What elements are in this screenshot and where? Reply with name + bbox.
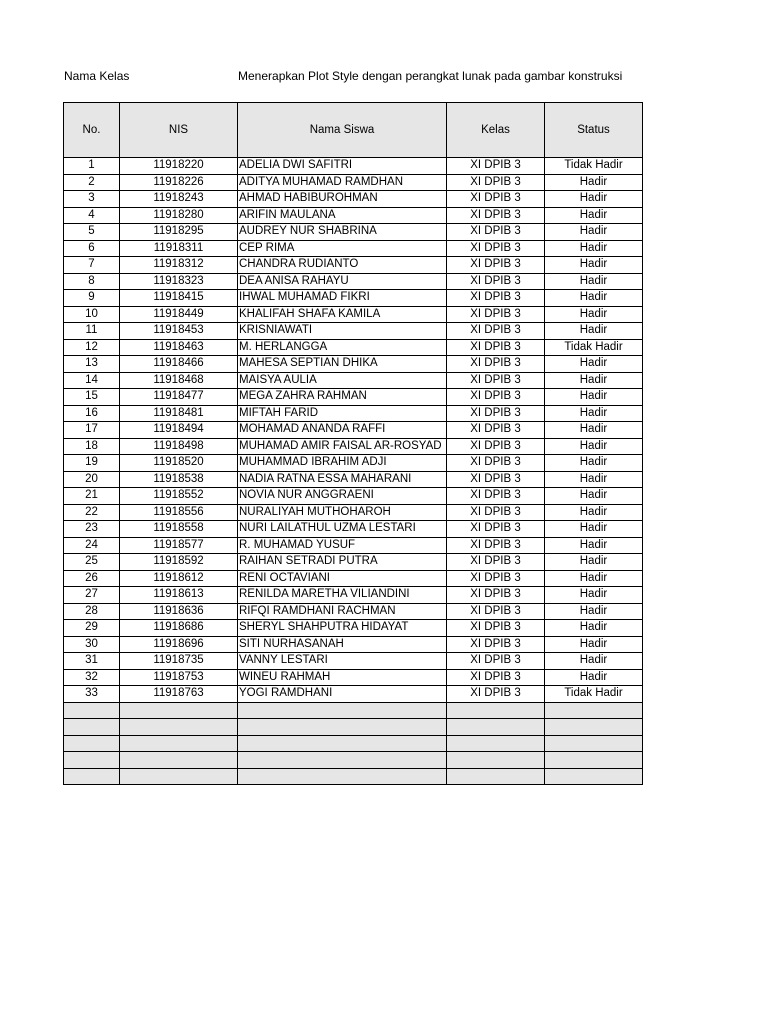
cell-name: MAHESA SEPTIAN DHIKA	[238, 356, 447, 373]
cell-name: KRISNIAWATI	[238, 323, 447, 340]
column-header-name: Nama Siswa	[238, 103, 447, 158]
cell-no: 9	[64, 290, 120, 307]
cell-status: Hadir	[545, 422, 643, 439]
empty-row	[64, 735, 643, 752]
empty-cell	[64, 719, 120, 736]
cell-nis: 11918415	[120, 290, 238, 307]
cell-no: 29	[64, 620, 120, 637]
cell-status: Hadir	[545, 257, 643, 274]
cell-name: WINEU RAHMAH	[238, 669, 447, 686]
cell-status: Hadir	[545, 372, 643, 389]
empty-row	[64, 719, 643, 736]
empty-cell	[238, 768, 447, 785]
cell-name: R. MUHAMAD YUSUF	[238, 537, 447, 554]
cell-nis: 11918686	[120, 620, 238, 637]
empty-cell	[64, 702, 120, 719]
cell-no: 27	[64, 587, 120, 604]
table-row	[64, 323, 643, 340]
cell-name: ARIFIN MAULANA	[238, 207, 447, 224]
cell-status: Hadir	[545, 537, 643, 554]
cell-no: 30	[64, 636, 120, 653]
cell-kelas: XI DPIB 3	[447, 257, 545, 274]
cell-status: Hadir	[545, 471, 643, 488]
cell-no: 4	[64, 207, 120, 224]
table-row	[64, 422, 643, 439]
table-row	[64, 257, 643, 274]
cell-nis: 11918312	[120, 257, 238, 274]
cell-nis: 11918481	[120, 405, 238, 422]
cell-name: AUDREY NUR SHABRINA	[238, 224, 447, 241]
cell-no: 20	[64, 471, 120, 488]
empty-cell	[120, 702, 238, 719]
cell-no: 17	[64, 422, 120, 439]
class-name-label: Nama Kelas	[64, 69, 130, 83]
cell-name: ADITYA MUHAMAD RAMDHAN	[238, 174, 447, 191]
cell-status: Hadir	[545, 273, 643, 290]
empty-row	[64, 702, 643, 719]
empty-cell	[545, 719, 643, 736]
cell-no: 11	[64, 323, 120, 340]
cell-name: DEA ANISA RAHAYU	[238, 273, 447, 290]
cell-status: Hadir	[545, 504, 643, 521]
cell-nis: 11918592	[120, 554, 238, 571]
cell-name: MUHAMMAD IBRAHIM ADJI	[238, 455, 447, 472]
table-row	[64, 504, 643, 521]
table-row	[64, 570, 643, 587]
cell-nis: 11918696	[120, 636, 238, 653]
cell-nis: 11918538	[120, 471, 238, 488]
cell-status: Hadir	[545, 488, 643, 505]
cell-nis: 11918498	[120, 438, 238, 455]
cell-nis: 11918556	[120, 504, 238, 521]
table-row	[64, 455, 643, 472]
cell-nis: 11918311	[120, 240, 238, 257]
cell-name: CHANDRA RUDIANTO	[238, 257, 447, 274]
cell-nis: 11918558	[120, 521, 238, 538]
cell-kelas: XI DPIB 3	[447, 438, 545, 455]
cell-kelas: XI DPIB 3	[447, 356, 545, 373]
table-row	[64, 620, 643, 637]
cell-no: 26	[64, 570, 120, 587]
cell-kelas: XI DPIB 3	[447, 686, 545, 703]
cell-no: 18	[64, 438, 120, 455]
empty-cell	[545, 752, 643, 769]
table-row	[64, 273, 643, 290]
cell-status: Hadir	[545, 603, 643, 620]
cell-name: MOHAMAD ANANDA RAFFI	[238, 422, 447, 439]
cell-name: NURALIYAH MUTHOHAROH	[238, 504, 447, 521]
cell-kelas: XI DPIB 3	[447, 488, 545, 505]
cell-kelas: XI DPIB 3	[447, 537, 545, 554]
cell-kelas: XI DPIB 3	[447, 405, 545, 422]
cell-no: 2	[64, 174, 120, 191]
table-row	[64, 224, 643, 241]
cell-no: 7	[64, 257, 120, 274]
cell-no: 12	[64, 339, 120, 356]
cell-no: 21	[64, 488, 120, 505]
cell-no: 13	[64, 356, 120, 373]
cell-nis: 11918636	[120, 603, 238, 620]
cell-status: Hadir	[545, 405, 643, 422]
cell-status: Hadir	[545, 653, 643, 670]
cell-status: Hadir	[545, 389, 643, 406]
cell-status: Hadir	[545, 669, 643, 686]
empty-cell	[447, 752, 545, 769]
table-header-row	[64, 103, 643, 158]
cell-no: 15	[64, 389, 120, 406]
empty-cell	[447, 719, 545, 736]
cell-kelas: XI DPIB 3	[447, 653, 545, 670]
cell-status: Hadir	[545, 587, 643, 604]
cell-status: Hadir	[545, 455, 643, 472]
table-row	[64, 686, 643, 703]
table-row	[64, 438, 643, 455]
cell-no: 10	[64, 306, 120, 323]
column-header-no: No.	[64, 103, 120, 158]
empty-cell	[120, 719, 238, 736]
cell-nis: 11918449	[120, 306, 238, 323]
cell-kelas: XI DPIB 3	[447, 240, 545, 257]
column-header-kelas: Kelas	[447, 103, 545, 158]
empty-cell	[238, 752, 447, 769]
cell-no: 23	[64, 521, 120, 538]
cell-nis: 11918323	[120, 273, 238, 290]
empty-row	[64, 752, 643, 769]
cell-kelas: XI DPIB 3	[447, 669, 545, 686]
table-row	[64, 191, 643, 208]
cell-status: Hadir	[545, 174, 643, 191]
cell-name: NOVIA NUR ANGGRAENI	[238, 488, 447, 505]
cell-kelas: XI DPIB 3	[447, 389, 545, 406]
cell-name: MAISYA AULIA	[238, 372, 447, 389]
cell-kelas: XI DPIB 3	[447, 455, 545, 472]
cell-status: Hadir	[545, 570, 643, 587]
cell-status: Hadir	[545, 636, 643, 653]
cell-name: RIFQI RAMDHANI RACHMAN	[238, 603, 447, 620]
cell-status: Hadir	[545, 323, 643, 340]
cell-kelas: XI DPIB 3	[447, 174, 545, 191]
cell-kelas: XI DPIB 3	[447, 521, 545, 538]
cell-nis: 11918763	[120, 686, 238, 703]
cell-no: 31	[64, 653, 120, 670]
table-row	[64, 389, 643, 406]
cell-nis: 11918295	[120, 224, 238, 241]
cell-kelas: XI DPIB 3	[447, 207, 545, 224]
empty-cell	[64, 752, 120, 769]
cell-name: M. HERLANGGA	[238, 339, 447, 356]
cell-kelas: XI DPIB 3	[447, 620, 545, 637]
cell-no: 16	[64, 405, 120, 422]
cell-no: 8	[64, 273, 120, 290]
table-row	[64, 653, 643, 670]
cell-no: 6	[64, 240, 120, 257]
cell-status: Hadir	[545, 191, 643, 208]
table-row	[64, 158, 643, 175]
cell-nis: 11918520	[120, 455, 238, 472]
cell-no: 33	[64, 686, 120, 703]
cell-nis: 11918220	[120, 158, 238, 175]
cell-kelas: XI DPIB 3	[447, 636, 545, 653]
cell-nis: 11918753	[120, 669, 238, 686]
cell-name: MUHAMAD AMIR FAISAL AR-ROSYAD	[238, 438, 447, 455]
cell-no: 28	[64, 603, 120, 620]
cell-name: RAIHAN SETRADI PUTRA	[238, 554, 447, 571]
cell-name: ADELIA DWI SAFITRI	[238, 158, 447, 175]
cell-kelas: XI DPIB 3	[447, 422, 545, 439]
cell-no: 22	[64, 504, 120, 521]
cell-name: NURI LAILATHUL UZMA LESTARI	[238, 521, 447, 538]
cell-kelas: XI DPIB 3	[447, 504, 545, 521]
cell-status: Hadir	[545, 224, 643, 241]
attendance-table	[63, 102, 643, 785]
table-row	[64, 521, 643, 538]
cell-nis: 11918280	[120, 207, 238, 224]
cell-kelas: XI DPIB 3	[447, 587, 545, 604]
cell-nis: 11918466	[120, 356, 238, 373]
table-row	[64, 636, 643, 653]
cell-name: SITI NURHASANAH	[238, 636, 447, 653]
cell-kelas: XI DPIB 3	[447, 471, 545, 488]
cell-name: RENI OCTAVIANI	[238, 570, 447, 587]
column-header-nis: NIS	[120, 103, 238, 158]
empty-cell	[447, 735, 545, 752]
cell-name: MEGA ZAHRA RAHMAN	[238, 389, 447, 406]
cell-nis: 11918463	[120, 339, 238, 356]
cell-name: IHWAL MUHAMAD FIKRI	[238, 290, 447, 307]
cell-kelas: XI DPIB 3	[447, 570, 545, 587]
empty-cell	[545, 768, 643, 785]
cell-name: SHERYL SHAHPUTRA HIDAYAT	[238, 620, 447, 637]
cell-kelas: XI DPIB 3	[447, 273, 545, 290]
cell-no: 24	[64, 537, 120, 554]
cell-name: MIFTAH FARID	[238, 405, 447, 422]
cell-status: Hadir	[545, 554, 643, 571]
cell-status: Hadir	[545, 207, 643, 224]
cell-nis: 11918243	[120, 191, 238, 208]
cell-nis: 11918226	[120, 174, 238, 191]
cell-kelas: XI DPIB 3	[447, 554, 545, 571]
empty-cell	[545, 735, 643, 752]
cell-status: Tidak Hadir	[545, 339, 643, 356]
empty-cell	[238, 719, 447, 736]
empty-cell	[545, 702, 643, 719]
cell-status: Tidak Hadir	[545, 686, 643, 703]
cell-kelas: XI DPIB 3	[447, 339, 545, 356]
table-row	[64, 603, 643, 620]
table-row	[64, 669, 643, 686]
cell-nis: 11918613	[120, 587, 238, 604]
cell-no: 32	[64, 669, 120, 686]
table-row	[64, 356, 643, 373]
table-row	[64, 471, 643, 488]
cell-no: 1	[64, 158, 120, 175]
table-row	[64, 488, 643, 505]
cell-kelas: XI DPIB 3	[447, 306, 545, 323]
empty-cell	[64, 768, 120, 785]
cell-status: Hadir	[545, 620, 643, 637]
cell-name: NADIA RATNA ESSA MAHARANI	[238, 471, 447, 488]
table-row	[64, 240, 643, 257]
empty-cell	[120, 768, 238, 785]
cell-no: 19	[64, 455, 120, 472]
cell-nis: 11918577	[120, 537, 238, 554]
cell-name: KHALIFAH SHAFA KAMILA	[238, 306, 447, 323]
column-header-status: Status	[545, 103, 643, 158]
lesson-topic: Menerapkan Plot Style dengan perangkat lunak pada gambar konstruksi	[238, 69, 623, 83]
cell-kelas: XI DPIB 3	[447, 290, 545, 307]
table-row	[64, 174, 643, 191]
empty-row	[64, 768, 643, 785]
cell-no: 14	[64, 372, 120, 389]
cell-nis: 11918612	[120, 570, 238, 587]
cell-status: Hadir	[545, 438, 643, 455]
empty-cell	[64, 735, 120, 752]
empty-cell	[120, 735, 238, 752]
cell-nis: 11918735	[120, 653, 238, 670]
cell-kelas: XI DPIB 3	[447, 158, 545, 175]
cell-nis: 11918453	[120, 323, 238, 340]
empty-cell	[238, 702, 447, 719]
cell-status: Hadir	[545, 290, 643, 307]
empty-cell	[447, 702, 545, 719]
table-row	[64, 306, 643, 323]
table-body	[64, 158, 643, 785]
cell-no: 5	[64, 224, 120, 241]
cell-status: Hadir	[545, 306, 643, 323]
table-row	[64, 207, 643, 224]
cell-nis: 11918494	[120, 422, 238, 439]
cell-nis: 11918468	[120, 372, 238, 389]
cell-kelas: XI DPIB 3	[447, 224, 545, 241]
cell-kelas: XI DPIB 3	[447, 372, 545, 389]
cell-name: YOGI RAMDHANI	[238, 686, 447, 703]
cell-status: Hadir	[545, 240, 643, 257]
cell-nis: 11918477	[120, 389, 238, 406]
cell-name: CEP RIMA	[238, 240, 447, 257]
cell-name: AHMAD HABIBUROHMAN	[238, 191, 447, 208]
table-row	[64, 372, 643, 389]
empty-cell	[238, 735, 447, 752]
cell-name: RENILDA MARETHA VILIANDINI	[238, 587, 447, 604]
empty-cell	[447, 768, 545, 785]
table-row	[64, 554, 643, 571]
cell-name: VANNY LESTARI	[238, 653, 447, 670]
table-row	[64, 339, 643, 356]
cell-nis: 11918552	[120, 488, 238, 505]
cell-status: Hadir	[545, 521, 643, 538]
cell-kelas: XI DPIB 3	[447, 323, 545, 340]
table-row	[64, 290, 643, 307]
cell-kelas: XI DPIB 3	[447, 191, 545, 208]
table-row	[64, 587, 643, 604]
table-row	[64, 405, 643, 422]
cell-status: Tidak Hadir	[545, 158, 643, 175]
empty-cell	[120, 752, 238, 769]
cell-kelas: XI DPIB 3	[447, 603, 545, 620]
cell-status: Hadir	[545, 356, 643, 373]
cell-no: 3	[64, 191, 120, 208]
table-row	[64, 537, 643, 554]
cell-no: 25	[64, 554, 120, 571]
